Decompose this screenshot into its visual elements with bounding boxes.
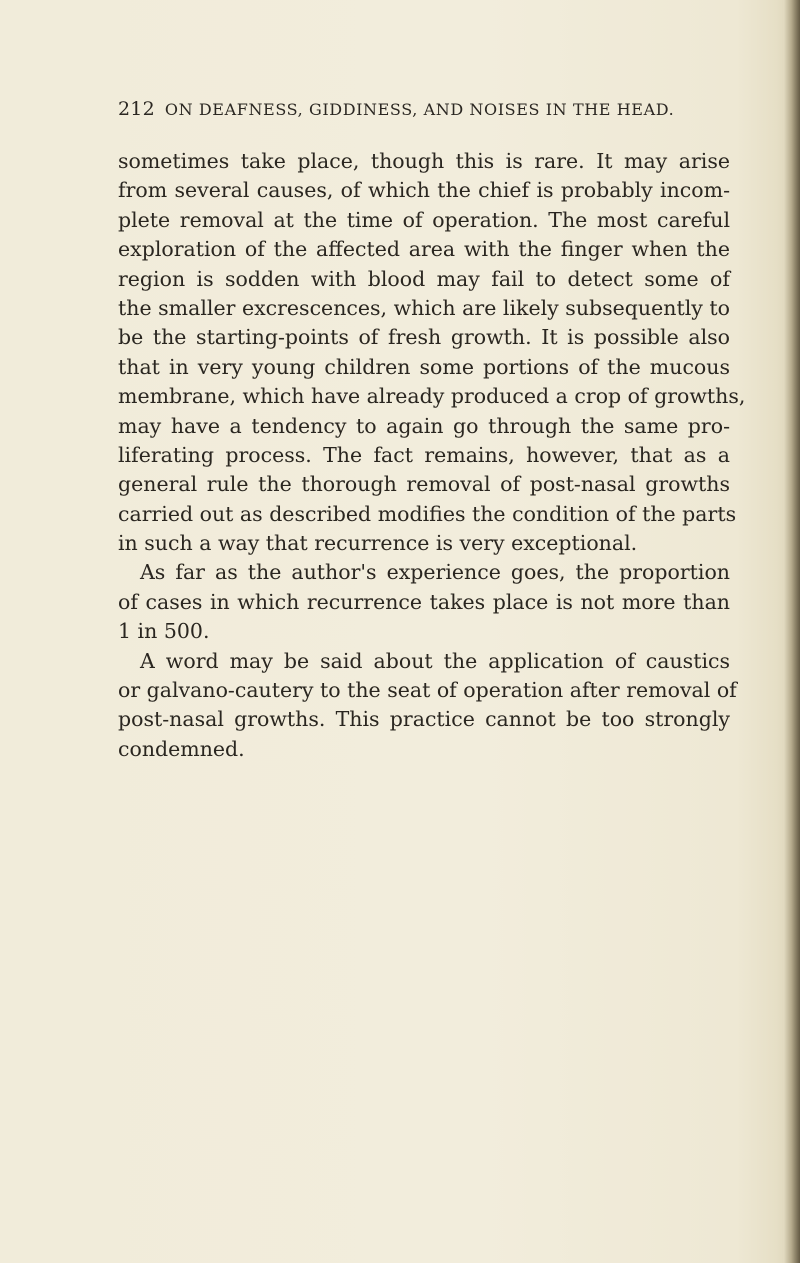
text-line: liferating process. The fact remains, however, that as a [118, 442, 730, 467]
page-edge-shadow [784, 0, 800, 1263]
text-line: that in very young children some portions of the mucous [118, 354, 730, 379]
text-line: general rule the thorough removal of post-nasal growths [118, 472, 730, 497]
text-line: condemned. [118, 736, 245, 761]
text-line: A word may be said about the application of caustics [140, 648, 730, 673]
text-line: plete removal at the time of operation. The most careful [118, 207, 730, 232]
running-head [118, 98, 718, 120]
page-number: 212 [118, 98, 155, 120]
text-line: region is sodden with blood may fail to detect some of [118, 266, 730, 291]
text-line: exploration of the affected area with the finger when the [118, 237, 730, 262]
text-line: post-nasal growths. This practice cannot be too strongly [118, 707, 730, 732]
text-line: be the starting-points of fresh growth. It is possible also [118, 325, 730, 350]
body-text [118, 147, 746, 764]
running-head-title: ON DEAFNESS, GIDDINESS, AND NOISES IN THE HEAD. [164, 100, 675, 119]
text-line: 1 in 500. [118, 619, 210, 644]
text-line: or galvano-cautery to the seat of operation after removal of [118, 678, 737, 703]
text-line: from several causes, of which the chief is probably incom- [118, 178, 730, 203]
text-line: the smaller excrescences, which are likely subsequently to [118, 295, 730, 320]
text-line: carried out as described modifies the condition of the parts [118, 501, 737, 526]
text-line: As far as the author's experience goes, the proportion [140, 560, 730, 585]
text-line: sometimes take place, though this is rare. It may arise [118, 149, 730, 173]
text-line: membrane, which have already produced a crop of growths, [118, 384, 746, 409]
text-line: may have a tendency to again go through the same pro- [118, 413, 730, 438]
text-line: in such a way that recurrence is very exceptional. [118, 531, 638, 556]
text-line: of cases in which recurrence takes place is not more than [118, 589, 730, 614]
